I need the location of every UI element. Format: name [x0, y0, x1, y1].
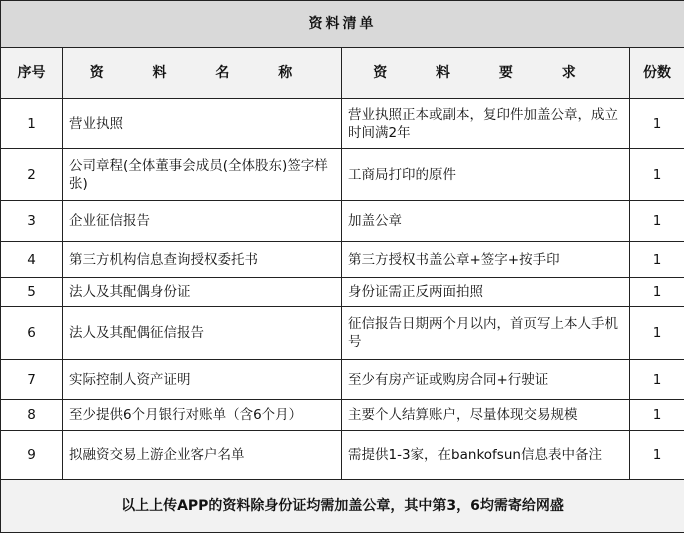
row-requirement: 身份证需正反两面拍照: [342, 278, 630, 307]
footer-note: 以上上传APP的资料除身份证均需加盖公章，其中第3，6均需寄给网盛: [1, 480, 684, 533]
row-requirement: 征信报告日期两个月以内，首页写上本人手机号: [342, 307, 630, 360]
table-title: 资料清单: [1, 1, 684, 48]
row-no: 8: [1, 400, 63, 431]
row-requirement: 加盖公章: [342, 201, 630, 242]
row-requirement: 第三方授权书盖公章+签字+按手印: [342, 242, 630, 278]
row-copies: 1: [630, 201, 684, 242]
row-copies: 1: [630, 278, 684, 307]
header-requirement: 资 料 要 求: [342, 48, 630, 99]
row-name: 实际控制人资产证明: [63, 360, 342, 400]
row-name: 公司章程(全体董事会成员(全体股东)签字样张): [63, 149, 342, 201]
row-no: 5: [1, 278, 63, 307]
row-no: 4: [1, 242, 63, 278]
row-copies: 1: [630, 360, 684, 400]
table-row: [1, 400, 684, 431]
row-copies: 1: [630, 242, 684, 278]
table-row: [1, 242, 684, 278]
table-row: [1, 360, 684, 400]
table-row: [1, 149, 684, 201]
row-no: 3: [1, 201, 63, 242]
row-no: 7: [1, 360, 63, 400]
row-copies: 1: [630, 307, 684, 360]
table-row: [1, 201, 684, 242]
table-row: [1, 278, 684, 307]
row-no: 6: [1, 307, 63, 360]
title-row: [1, 1, 684, 48]
row-name: 企业征信报告: [63, 201, 342, 242]
row-copies: 1: [630, 99, 684, 149]
header-name: 资 料 名 称: [63, 48, 342, 99]
table-row: [1, 99, 684, 149]
row-no: 9: [1, 431, 63, 480]
table-row: [1, 431, 684, 480]
row-name: 第三方机构信息查询授权委托书: [63, 242, 342, 278]
row-requirement: 主要个人结算账户，尽量体现交易规模: [342, 400, 630, 431]
row-copies: 1: [630, 149, 684, 201]
table-row: [1, 307, 684, 360]
row-name: 法人及其配偶征信报告: [63, 307, 342, 360]
row-name: 至少提供6个月银行对账单（含6个月）: [63, 400, 342, 431]
row-copies: 1: [630, 431, 684, 480]
row-requirement: 至少有房产证或购房合同+行驶证: [342, 360, 630, 400]
header-no: 序号: [1, 48, 63, 99]
row-copies: 1: [630, 400, 684, 431]
row-no: 2: [1, 149, 63, 201]
footer-row: [1, 480, 684, 533]
row-name: 拟融资交易上游企业客户名单: [63, 431, 342, 480]
row-no: 1: [1, 99, 63, 149]
row-requirement: 营业执照正本或副本，复印件加盖公章，成立时间满2年: [342, 99, 630, 149]
row-name: 营业执照: [63, 99, 342, 149]
header-copies: 份数: [630, 48, 684, 99]
row-requirement: 需提供1-3家，在bankofsun信息表中备注: [342, 431, 630, 480]
row-requirement: 工商局打印的原件: [342, 149, 630, 201]
row-name: 法人及其配偶身份证: [63, 278, 342, 307]
header-row: [1, 48, 684, 99]
